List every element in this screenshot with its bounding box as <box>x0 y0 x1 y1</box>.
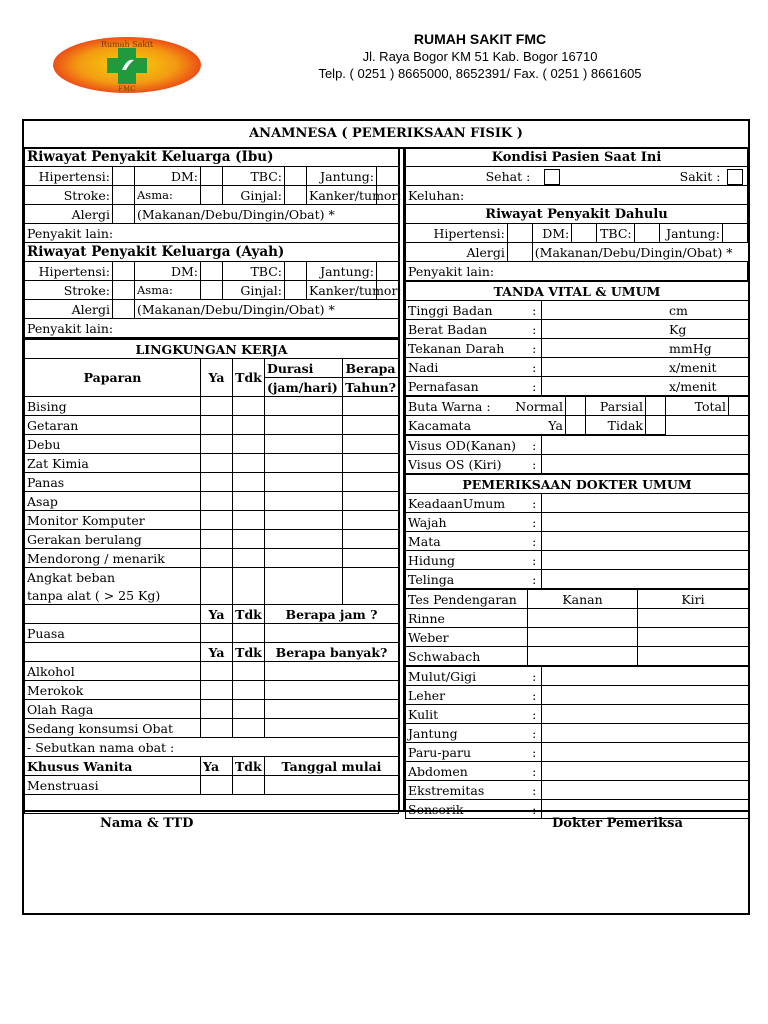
puasa-label: Puasa <box>25 624 201 643</box>
stroke-label: Stroke: <box>25 186 113 205</box>
doctor-signature-label: Dokter Pemeriksa <box>552 816 683 831</box>
vital-unit: Kg <box>669 321 687 337</box>
durasi-cell[interactable] <box>265 568 343 605</box>
exam-value[interactable] <box>542 570 749 589</box>
tahun-cell[interactable] <box>343 530 399 549</box>
sehat-checkbox[interactable] <box>532 167 571 186</box>
tahun-header: Tahun? <box>343 378 399 397</box>
tdk-cell[interactable] <box>233 511 265 530</box>
hipertensi-label: Hipertensi: <box>406 224 508 243</box>
tahun-cell[interactable] <box>343 568 399 605</box>
hospital-address: Jl. Raya Bogor KM 51 Kab. Bogor 16710 <box>362 49 598 64</box>
ya-header: Ya <box>201 757 233 776</box>
checkbox[interactable] <box>285 281 307 300</box>
tdk-cell[interactable] <box>233 454 265 473</box>
work-environment-title: LINGKUNGAN KERJA <box>25 339 399 359</box>
tahun-cell[interactable] <box>343 473 399 492</box>
parsial-label: Parsial <box>586 397 646 416</box>
vital-signs-table <box>405 281 749 396</box>
checkbox[interactable] <box>113 186 135 205</box>
vital-label: Tinggi Badan <box>406 301 528 320</box>
colon: : <box>528 320 542 339</box>
durasi-cell[interactable] <box>265 397 343 416</box>
blank-cell <box>25 605 201 624</box>
checkbox[interactable] <box>285 167 307 186</box>
tdk-cell[interactable] <box>233 397 265 416</box>
keluhan-field[interactable]: Keluhan: <box>406 186 748 205</box>
tahun-cell[interactable] <box>343 492 399 511</box>
ginjal-label: Ginjal: <box>223 186 285 205</box>
column-divider <box>398 147 405 810</box>
exam-value[interactable] <box>542 532 749 551</box>
ya-cell[interactable] <box>201 624 233 643</box>
exam-value[interactable] <box>542 686 749 705</box>
ya-header: Ya <box>201 359 233 397</box>
vital-unit: x/menit <box>669 359 717 375</box>
exam-value[interactable] <box>542 667 749 686</box>
tdk-cell[interactable] <box>233 719 265 738</box>
family-history-mother <box>24 147 402 338</box>
ya-cell[interactable] <box>201 662 233 681</box>
hospital-info <box>270 30 690 82</box>
durasi-cell[interactable] <box>265 435 343 454</box>
vital-unit: mmHg <box>669 340 712 356</box>
vital-value-cell[interactable] <box>542 339 749 358</box>
amount-cell[interactable] <box>265 662 399 681</box>
logo-text-bottom: FMC <box>118 85 136 93</box>
durasi-cell[interactable] <box>265 530 343 549</box>
colon: : <box>528 494 542 513</box>
kanan-cell[interactable] <box>528 609 638 628</box>
asma-label: Asma: <box>135 186 201 205</box>
total-checkbox[interactable] <box>729 397 749 416</box>
alergi-label: Alergi <box>25 205 113 224</box>
kanan-cell[interactable] <box>528 647 638 666</box>
kiri-cell[interactable] <box>638 628 749 647</box>
durasi-cell[interactable] <box>265 492 343 511</box>
stroke-label: Stroke: <box>25 281 113 300</box>
colon: : <box>528 800 542 819</box>
tanggal-mulai-header: Tanggal mulai <box>265 757 399 776</box>
hospital-name: RUMAH SAKIT FMC <box>413 31 547 47</box>
vital-unit: x/menit <box>669 378 717 394</box>
hearing-label: Schwabach <box>406 647 528 666</box>
kanker-label: Kanker/tumor: <box>307 281 377 300</box>
ya-cell[interactable] <box>201 492 233 511</box>
colon: : <box>528 339 542 358</box>
colon: : <box>528 301 542 320</box>
vital-value-cell[interactable] <box>542 377 749 396</box>
checkbox[interactable] <box>113 300 135 319</box>
penyakit-lain-label[interactable]: Penyakit lain: <box>25 319 399 338</box>
exam-label: Mulut/Gigi <box>406 667 528 686</box>
durasi-cell[interactable] <box>265 473 343 492</box>
letterhead <box>0 0 768 118</box>
exam-label: Telinga <box>406 570 528 589</box>
sakit-checkbox[interactable] <box>722 167 747 186</box>
checkbox[interactable] <box>377 262 399 281</box>
vital-label: Berat Badan <box>406 320 528 339</box>
exam-label: Kulit <box>406 705 528 724</box>
hearing-test-table <box>405 589 749 666</box>
durasi-cell[interactable] <box>265 511 343 530</box>
checkbox[interactable] <box>201 262 223 281</box>
tbc-label: TBC: <box>597 224 634 243</box>
habit-row: Sedang konsumsi Obat <box>25 719 201 738</box>
colon: : <box>528 377 542 396</box>
menstruasi-label: Menstruasi <box>25 776 201 795</box>
ya-label: Ya <box>504 416 566 435</box>
jam-hari-header: (jam/hari) <box>265 378 343 397</box>
vital-value-cell[interactable] <box>542 320 749 339</box>
exposure-row: Angkat beban <box>25 568 201 587</box>
tdk-cell[interactable] <box>233 568 265 605</box>
tahun-cell[interactable] <box>343 511 399 530</box>
checkbox[interactable] <box>201 186 223 205</box>
alergi-label: Alergi <box>25 300 113 319</box>
tahun-cell[interactable] <box>343 454 399 473</box>
ginjal-label: Ginjal: <box>223 281 285 300</box>
ya-checkbox[interactable] <box>566 416 586 435</box>
tdk-cell[interactable] <box>233 700 265 719</box>
left-column <box>24 147 402 814</box>
exposure-row: Monitor Komputer <box>25 511 201 530</box>
exam-value[interactable] <box>542 551 749 570</box>
habit-row: Alkohol <box>25 662 201 681</box>
exposure-row-cont: tanpa alat ( > 25 Kg) <box>25 586 201 605</box>
exposure-row: Zat Kimia <box>25 454 201 473</box>
doctor-exam-table <box>405 474 749 589</box>
tdk-cell[interactable] <box>233 681 265 700</box>
medication-name-field[interactable]: - Sebutkan nama obat : <box>25 738 399 757</box>
khusus-wanita-label: Khusus Wanita <box>25 757 201 776</box>
checkbox[interactable] <box>722 224 747 243</box>
hipertensi-label: Hipertensi: <box>25 262 113 281</box>
dm-label: DM: <box>532 224 571 243</box>
ya-cell[interactable] <box>201 416 233 435</box>
right-column <box>405 147 748 819</box>
ya-cell[interactable] <box>201 568 233 605</box>
hours-cell[interactable] <box>265 624 399 643</box>
exam-label: Abdomen <box>406 762 528 781</box>
tahun-cell[interactable] <box>343 397 399 416</box>
habit-row: Olah Raga <box>25 700 201 719</box>
checkbox[interactable] <box>113 281 135 300</box>
paparan-header: Paparan <box>25 359 201 397</box>
amount-cell[interactable] <box>265 700 399 719</box>
vital-label: Tekanan Darah <box>406 339 528 358</box>
ya-cell[interactable] <box>201 397 233 416</box>
signature-area <box>24 810 748 915</box>
amount-cell[interactable] <box>265 681 399 700</box>
colon: : <box>528 686 542 705</box>
durasi-cell[interactable] <box>265 454 343 473</box>
habit-row: Merokok <box>25 681 201 700</box>
durasi-header: Durasi <box>265 359 343 378</box>
visus-od-label: Visus OD(Kanan) <box>406 436 528 455</box>
condition-title: Kondisi Pasien Saat Ini <box>406 148 748 167</box>
exam-value[interactable] <box>542 762 749 781</box>
ya-cell[interactable] <box>201 454 233 473</box>
patient-condition-table <box>405 147 748 281</box>
exposure-row: Bising <box>25 397 201 416</box>
ya-header: Ya <box>201 605 233 624</box>
tdk-header: Tdk <box>233 359 265 397</box>
colon: : <box>528 513 542 532</box>
jantung-label: Jantung: <box>659 224 722 243</box>
tahun-cell[interactable] <box>343 416 399 435</box>
vital-signs-title: TANDA VITAL & UMUM <box>406 282 749 301</box>
colon: : <box>528 724 542 743</box>
ya-cell[interactable] <box>201 681 233 700</box>
alergi-label: Alergi <box>406 243 508 262</box>
patient-signature-label: Nama & TTD <box>100 816 194 831</box>
exam-label: Jantung <box>406 724 528 743</box>
sehat-label: Sehat : <box>406 167 533 186</box>
exam-value[interactable] <box>542 743 749 762</box>
exposure-row: Panas <box>25 473 201 492</box>
checkbox[interactable] <box>113 205 135 224</box>
durasi-cell[interactable] <box>265 416 343 435</box>
blank-cell <box>25 643 201 662</box>
tdk-cell[interactable] <box>233 530 265 549</box>
checkbox[interactable] <box>572 224 597 243</box>
colon: : <box>528 532 542 551</box>
exam-label: Paru-paru <box>406 743 528 762</box>
hearing-label: Weber <box>406 628 528 647</box>
ya-cell[interactable] <box>201 700 233 719</box>
alergi-note: (Makanan/Debu/Dingin/Obat) * <box>135 205 399 224</box>
doctor-exam-table-2 <box>405 666 749 819</box>
amount-cell[interactable] <box>265 719 399 738</box>
tdk-cell[interactable] <box>233 624 265 643</box>
form-title: ANAMNESA ( PEMERIKSAAN FISIK ) <box>24 121 748 149</box>
exam-value[interactable] <box>542 494 749 513</box>
past-history-title: Riwayat Penyakit Dahulu <box>406 205 748 224</box>
checkbox[interactable] <box>285 262 307 281</box>
berapa-jam-header: Berapa jam ? <box>265 605 399 624</box>
total-label: Total <box>666 397 729 416</box>
checkbox[interactable] <box>507 243 532 262</box>
checkbox[interactable] <box>113 167 135 186</box>
checkbox[interactable] <box>507 224 532 243</box>
date-cell[interactable] <box>265 776 399 795</box>
jantung-label: Jantung: <box>307 262 377 281</box>
colon: : <box>528 436 542 455</box>
colon: : <box>528 455 542 474</box>
tbc-label: TBC: <box>223 262 285 281</box>
vital-label: Pernafasan <box>406 377 528 396</box>
durasi-cell[interactable] <box>265 549 343 568</box>
colon: : <box>528 781 542 800</box>
tdk-header: Tdk <box>233 643 265 662</box>
ya-cell[interactable] <box>201 549 233 568</box>
vital-value-cell[interactable] <box>542 358 749 377</box>
visus-os-label: Visus OS (Kiri) <box>406 455 528 474</box>
colon: : <box>528 705 542 724</box>
anamnesis-form <box>22 119 750 915</box>
vision-table <box>405 396 749 435</box>
exam-label: Ekstremitas <box>406 781 528 800</box>
ya-cell[interactable] <box>201 719 233 738</box>
exam-value[interactable] <box>542 781 749 800</box>
tdk-cell[interactable] <box>233 435 265 454</box>
buta-warna-label: Buta Warna : <box>406 397 504 416</box>
kiri-cell[interactable] <box>638 647 749 666</box>
checkbox[interactable] <box>201 167 223 186</box>
tdk-header: Tdk <box>233 605 265 624</box>
tdk-cell[interactable] <box>233 492 265 511</box>
exposure-row: Gerakan berulang <box>25 530 201 549</box>
hipertensi-label: Hipertensi: <box>25 167 113 186</box>
hearing-label: Rinne <box>406 609 528 628</box>
kiri-cell[interactable] <box>638 609 749 628</box>
visus-od-value[interactable] <box>542 436 749 455</box>
kacamata-label: Kacamata <box>406 416 504 435</box>
exam-value[interactable] <box>542 513 749 532</box>
exam-label: Sensorik <box>406 800 528 819</box>
tes-pendengaran-label: Tes Pendengaran <box>406 590 528 609</box>
ya-cell[interactable] <box>201 530 233 549</box>
checkbox[interactable] <box>113 262 135 281</box>
visus-table <box>405 435 749 474</box>
colon: : <box>528 358 542 377</box>
normal-checkbox[interactable] <box>566 397 586 416</box>
blank-cell <box>666 416 749 435</box>
exam-value[interactable] <box>542 705 749 724</box>
vital-value-cell[interactable] <box>542 301 749 320</box>
exposure-row: Mendorong / menarik <box>25 549 201 568</box>
berapa-banyak-header: Berapa banyak? <box>265 643 399 662</box>
berapa-header: Berapa <box>343 359 399 378</box>
ya-cell[interactable] <box>201 776 233 795</box>
visus-os-value[interactable] <box>542 455 749 474</box>
colon: : <box>528 762 542 781</box>
kanker-label: Kanker/tumor: <box>307 186 377 205</box>
doctor-exam-title: PEMERIKSAAN DOKTER UMUM <box>406 475 749 494</box>
colon: : <box>528 570 542 589</box>
work-environment-table <box>24 338 399 814</box>
asma-label: Asma: <box>135 281 201 300</box>
tdk-header: Tdk <box>233 757 265 776</box>
kanan-cell[interactable] <box>528 628 638 647</box>
tdk-cell[interactable] <box>233 416 265 435</box>
exam-label: Wajah <box>406 513 528 532</box>
father-history-title: Riwayat Penyakit Keluarga (Ayah) <box>25 243 399 262</box>
tidak-label: Tidak <box>586 416 646 435</box>
parsial-checkbox[interactable] <box>646 397 666 416</box>
exposure-row: Debu <box>25 435 201 454</box>
exam-label: Mata <box>406 532 528 551</box>
tahun-cell[interactable] <box>343 435 399 454</box>
tbc-label: TBC: <box>223 167 285 186</box>
alergi-note: (Makanan/Debu/Dingin/Obat) * <box>532 243 747 262</box>
tdk-cell[interactable] <box>233 662 265 681</box>
tahun-cell[interactable] <box>343 549 399 568</box>
penyakit-lain-label[interactable]: Penyakit lain: <box>25 224 399 243</box>
tdk-cell[interactable] <box>233 549 265 568</box>
normal-label: Normal <box>504 397 566 416</box>
vital-unit: cm <box>669 302 688 318</box>
checkbox[interactable] <box>377 167 399 186</box>
ya-cell[interactable] <box>201 435 233 454</box>
dm-label: DM: <box>135 262 201 281</box>
kanan-header: Kanan <box>528 590 638 609</box>
checkbox[interactable] <box>285 186 307 205</box>
alergi-note: (Makanan/Debu/Dingin/Obat) * <box>135 300 399 319</box>
colon: : <box>528 551 542 570</box>
tdk-cell[interactable] <box>233 776 265 795</box>
exam-label: Hidung <box>406 551 528 570</box>
ya-cell[interactable] <box>201 511 233 530</box>
penyakit-lain-field[interactable]: Penyakit lain: <box>406 262 748 281</box>
exposure-row: Asap <box>25 492 201 511</box>
ya-cell[interactable] <box>201 473 233 492</box>
hospital-phone: Telp. ( 0251 ) 8665000, 8652391/ Fax. ( 0251 ) 8661605 <box>318 66 642 81</box>
dm-label: DM: <box>135 167 201 186</box>
colon: : <box>528 667 542 686</box>
checkbox[interactable] <box>634 224 659 243</box>
sakit-label: Sakit : <box>572 167 723 186</box>
hospital-logo <box>52 36 202 94</box>
exposure-row: Getaran <box>25 416 201 435</box>
jantung-label: Jantung: <box>307 167 377 186</box>
tdk-cell[interactable] <box>233 473 265 492</box>
tidak-checkbox[interactable] <box>646 416 666 435</box>
exam-label: KeadaanUmum <box>406 494 528 513</box>
logo-text-top: Rumah Sakit <box>100 40 154 49</box>
kiri-header: Kiri <box>638 590 749 609</box>
ya-header: Ya <box>201 643 233 662</box>
checkbox[interactable] <box>201 281 223 300</box>
exam-label: Leher <box>406 686 528 705</box>
vital-label: Nadi <box>406 358 528 377</box>
exam-value[interactable] <box>542 724 749 743</box>
mother-history-title: Riwayat Penyakit Keluarga (Ibu) <box>25 148 399 167</box>
colon: : <box>528 743 542 762</box>
